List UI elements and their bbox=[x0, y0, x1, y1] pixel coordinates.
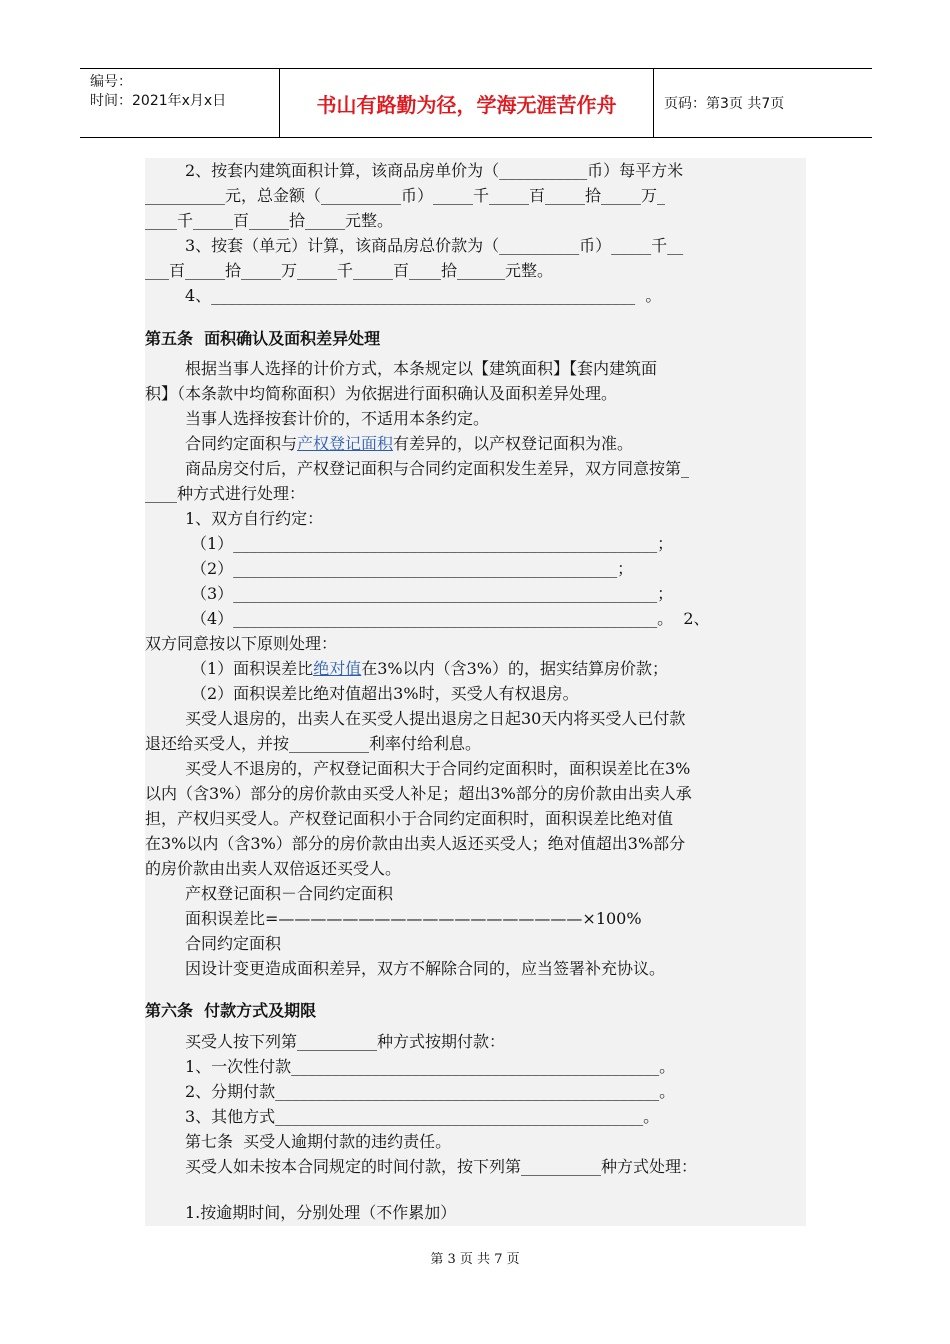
text-line: ___百_____拾_____万_____千_____百____拾______元整。 bbox=[145, 261, 554, 280]
text-line: 积】（本条款中均简称面积）为依据进行面积确认及面积差异处理。 bbox=[145, 384, 618, 403]
text-line: 双方同意按以下原则处理： bbox=[145, 634, 338, 653]
text-line: ____千_____百_____拾_____元整。 bbox=[145, 211, 394, 230]
document-body bbox=[145, 158, 806, 1226]
time-label: 时间：2021年x月x日 bbox=[90, 93, 227, 109]
text-line: 以内（含3%）部分的房价款由买受人补足；超出3%部分的房价款由出卖人承 bbox=[145, 784, 692, 803]
text-span: 在3%以内（含3%）的，据实结算房价款； bbox=[361, 659, 668, 678]
text-line: 商品房交付后，产权登记面积与合同约定面积发生差异，双方同意按第_ bbox=[185, 459, 690, 478]
text-line: 买受人不退房的，产权登记面积大于合同约定面积时，面积误差比在3% bbox=[185, 759, 691, 778]
absolute-value-link[interactable]: 绝对值 bbox=[313, 659, 362, 678]
page-footer: 第 3 页 共 7 页 bbox=[430, 1252, 520, 1267]
text-line: 3、按套（单元）计算，该商品房总价款为（__________币）_____千__ bbox=[185, 236, 684, 255]
text-line: ____种方式进行处理： bbox=[145, 484, 306, 503]
text-line: 根据当事人选择的计价方式，本条规定以【建筑面积】【套内建筑面 bbox=[185, 359, 658, 378]
formula-denominator: 合同约定面积 bbox=[185, 934, 282, 953]
text-line: 1.按逾期时间，分别处理（不作累加） bbox=[185, 1203, 457, 1222]
formula-numerator: 产权登记面积－合同约定面积 bbox=[185, 884, 394, 903]
number-label: 编号： bbox=[90, 74, 132, 90]
text-line: 1、一次性付款______________________________________________。 bbox=[185, 1057, 676, 1076]
header-left bbox=[80, 69, 280, 137]
text-line: 2、分期付款________________________________________________。 bbox=[185, 1082, 676, 1101]
text-line: 4、_____________________________________________________ 。 bbox=[185, 286, 662, 305]
text-line: __________元，总金额（__________币）_____千_____百_____拾_____万_ bbox=[145, 186, 666, 205]
text-line: 当事人选择按套计价的，不适用本条约定。 bbox=[185, 409, 490, 428]
text-span: 有差异的，以产权登记面积为准。 bbox=[393, 434, 634, 453]
text-line: 退还给买受人，并按__________利率付给利息。 bbox=[145, 734, 482, 753]
text-line: （1）_____________________________________________________； bbox=[191, 534, 674, 553]
formula-line: 面积误差比=———————————————————×100% bbox=[185, 909, 642, 928]
text-line: 1、双方自行约定： bbox=[185, 509, 324, 528]
section-heading-5: 第五条 面积确认及面积差异处理 bbox=[145, 329, 381, 348]
text-line: 买受人按下列第__________种方式按期付款： bbox=[185, 1032, 506, 1051]
text-line: 3、其他方式______________________________________________。 bbox=[185, 1107, 660, 1126]
header-motto: 书山有路勤为径，学海无涯苦作舟 bbox=[280, 69, 654, 137]
text-line: （2）面积误差比绝对值超出3%时，买受人有权退房。 bbox=[191, 684, 579, 703]
text-line: 在3%以内（含3%）部分的房价款由出卖人返还买受人；绝对值超出3%部分 bbox=[145, 834, 686, 853]
text-line: 因设计变更造成面积差异，双方不解除合同的，应当签署补充协议。 bbox=[185, 959, 666, 978]
text-line: 第七条 买受人逾期付款的违约责任。 bbox=[185, 1132, 452, 1151]
section-heading-6: 第六条 付款方式及期限 bbox=[145, 1001, 317, 1020]
text-line: 的房价款由出卖人双倍返还买受人。 bbox=[145, 859, 402, 878]
text-line: （3）_____________________________________________________； bbox=[191, 584, 674, 603]
text-line: 2、按套内建筑面积计算，该商品房单价为（___________币）每平方米 bbox=[185, 161, 684, 180]
property-area-link[interactable]: 产权登记面积 bbox=[297, 434, 394, 453]
text-line: 买受人退房的，出卖人在买受人提出退房之日起30天内将买受人已付款 bbox=[185, 709, 686, 728]
text-line: 担，产权归买受人。产权登记面积小于合同约定面积时，面积误差比绝对值 bbox=[145, 809, 674, 828]
text-line: 买受人如未按本合同规定的时间付款，按下列第__________种方式处理： bbox=[185, 1157, 698, 1176]
header-page-info: 页码：第3页 共7页 bbox=[664, 96, 785, 112]
page-header bbox=[80, 68, 872, 138]
text-span: 合同约定面积与 bbox=[185, 434, 298, 453]
text-line: （4）_____________________________________________________。 2、 bbox=[191, 609, 710, 628]
text-span: （1）面积误差比 bbox=[191, 659, 314, 678]
text-line: （2）________________________________________________； bbox=[191, 559, 634, 578]
text-line bbox=[145, 433, 846, 455]
text-line bbox=[145, 658, 852, 680]
